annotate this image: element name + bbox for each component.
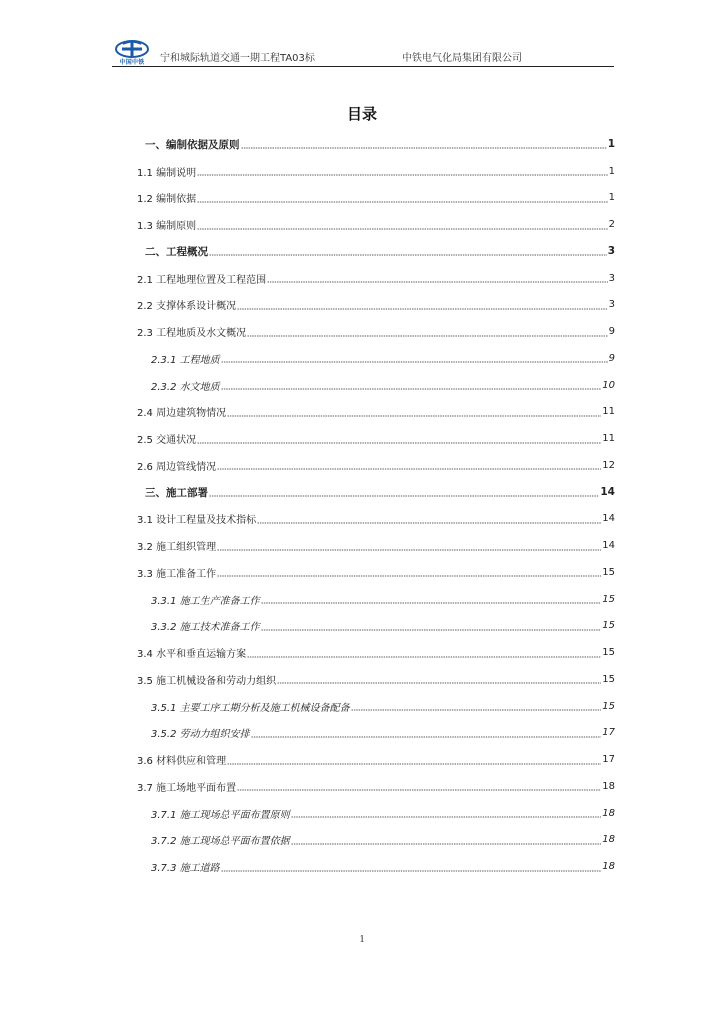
toc-dot-leader — [291, 835, 602, 845]
toc-entry[interactable] — [137, 131, 615, 158]
page-number: 1 — [359, 934, 365, 945]
toc-entry-page: 14 — [602, 513, 615, 525]
toc-dot-leader — [227, 407, 601, 417]
toc-dot-leader — [251, 728, 602, 738]
toc-entry-page: 3 — [607, 245, 615, 258]
toc-entry-page: 9 — [608, 326, 615, 338]
toc-dot-leader — [257, 514, 601, 524]
toc-dot-leader — [237, 300, 608, 310]
toc-entry[interactable] — [137, 853, 615, 880]
toc-entry[interactable] — [137, 559, 615, 586]
crec-logo-icon — [114, 40, 150, 58]
toc-entry[interactable] — [137, 265, 615, 292]
toc-entry-label: 3.7.3 施工道路 — [151, 863, 220, 875]
toc-entry[interactable] — [137, 238, 615, 265]
toc-dot-leader — [209, 246, 607, 256]
toc-entry[interactable] — [137, 372, 615, 399]
toc-entry-label: 3.1 设计工程量及技术指标 — [137, 515, 257, 527]
logo-text: 中国中铁 — [119, 59, 145, 66]
toc-entry-page: 15 — [602, 673, 615, 685]
toc-entry-page: 15 — [602, 647, 615, 659]
toc-entry[interactable] — [137, 345, 615, 372]
toc-entry-label: 3.5.1 主要工序工期分析及施工机械设备配备 — [151, 702, 350, 714]
toc-dot-leader — [217, 541, 601, 551]
page-title: 目录 — [346, 105, 377, 123]
toc-entry-label: 3.7.2 施工现场总平面布置依据 — [151, 836, 290, 848]
toc-dot-leader — [221, 380, 602, 390]
toc-dot-leader — [217, 567, 601, 577]
toc-entry[interactable] — [137, 586, 615, 613]
toc-entry[interactable] — [137, 613, 615, 640]
toc-entry-page: 18 — [602, 780, 615, 792]
toc-entry-page: 1 — [608, 165, 615, 177]
toc-entry[interactable] — [137, 746, 615, 773]
toc-entry-page: 10 — [602, 379, 615, 391]
toc-entry[interactable] — [137, 666, 615, 693]
toc-entry[interactable] — [137, 532, 615, 559]
toc-entry-page: 15 — [602, 593, 615, 605]
toc-entry[interactable] — [137, 827, 615, 854]
header-project-name: 宁和城际轨道交通一期工程TA03标 — [160, 53, 315, 64]
toc-entry-page: 15 — [602, 700, 615, 712]
toc-dot-leader — [247, 648, 601, 658]
toc-entry-page: 12 — [602, 459, 615, 471]
toc-entry-label: 3.2 施工组织管理 — [137, 542, 217, 554]
toc-entry[interactable] — [137, 452, 615, 479]
toc-dot-leader — [217, 460, 601, 470]
toc-dot-leader — [351, 701, 602, 711]
toc-dot-leader — [291, 808, 602, 818]
toc-dot-leader — [261, 594, 602, 604]
toc-entry[interactable] — [137, 158, 615, 185]
toc-dot-leader — [227, 755, 601, 765]
toc-entry-page: 1 — [607, 138, 615, 151]
toc-dot-leader — [267, 273, 608, 283]
toc-entry-page: 15 — [602, 566, 615, 578]
toc-entry-page: 15 — [602, 620, 615, 632]
table-of-contents — [137, 131, 615, 880]
toc-dot-leader — [197, 166, 608, 176]
toc-entry-label: 1.1 编制说明 — [137, 167, 197, 179]
toc-entry-label: 3.3.2 施工技术准备工作 — [151, 622, 260, 634]
toc-entry-label: 2.3 工程地质及水文概况 — [137, 328, 247, 340]
toc-entry[interactable] — [137, 399, 615, 426]
toc-entry[interactable] — [137, 800, 615, 827]
toc-entry[interactable] — [137, 639, 615, 666]
toc-entry-page: 11 — [602, 433, 615, 445]
toc-entry-label: 2.1 工程地理位置及工程范围 — [137, 274, 267, 286]
toc-entry-page: 14 — [600, 486, 615, 499]
toc-entry[interactable] — [137, 693, 615, 720]
toc-entry-label: 一、编制依据及原则 — [145, 138, 240, 151]
toc-entry-label: 3.5 施工机械设备和劳动力组织 — [137, 675, 277, 687]
toc-entry-page: 9 — [608, 352, 615, 364]
toc-entry[interactable] — [137, 720, 615, 747]
toc-entry[interactable] — [137, 185, 615, 212]
toc-entry[interactable] — [137, 292, 615, 319]
toc-entry-label: 2.2 支撑体系设计概况 — [137, 301, 237, 313]
toc-entry-label: 3.6 材料供应和管理 — [137, 756, 227, 768]
toc-entry-page: 1 — [608, 192, 615, 204]
toc-dot-leader — [221, 862, 602, 872]
toc-entry-page: 14 — [602, 540, 615, 552]
header-company-name: 中铁电气化局集团有限公司 — [402, 53, 522, 64]
toc-dot-leader — [197, 193, 608, 203]
toc-dot-leader — [261, 621, 602, 631]
toc-entry-label: 2.3.1 工程地质 — [151, 354, 220, 366]
toc-dot-leader — [197, 220, 608, 230]
toc-entry-page: 18 — [602, 861, 615, 873]
toc-entry-label: 2.4 周边建筑物情况 — [137, 408, 227, 420]
toc-entry-label: 3.3 施工准备工作 — [137, 568, 217, 580]
toc-entry-label: 三、施工部署 — [145, 486, 208, 499]
page-header — [112, 44, 614, 67]
toc-entry-label: 3.3.1 施工生产准备工作 — [151, 595, 260, 607]
toc-dot-leader — [241, 139, 607, 149]
toc-entry-page: 17 — [602, 727, 615, 739]
toc-entry[interactable] — [137, 425, 615, 452]
toc-entry-label: 1.3 编制原则 — [137, 221, 197, 233]
toc-entry[interactable] — [137, 211, 615, 238]
toc-dot-leader — [209, 487, 599, 497]
toc-entry-page: 18 — [602, 834, 615, 846]
toc-entry-label: 3.7.1 施工现场总平面布置原则 — [151, 809, 290, 821]
toc-entry-label: 3.5.2 劳动力组织安排 — [151, 729, 250, 741]
toc-entry-page: 11 — [602, 406, 615, 418]
toc-dot-leader — [221, 353, 608, 363]
toc-dot-leader — [237, 781, 601, 791]
toc-entry-label: 2.6 周边管线情况 — [137, 461, 217, 473]
toc-entry-page: 3 — [608, 272, 615, 284]
toc-entry-page: 18 — [602, 807, 615, 819]
toc-entry-page: 17 — [602, 754, 615, 766]
toc-entry[interactable] — [137, 479, 615, 506]
toc-entry-label: 3.7 施工场地平面布置 — [137, 782, 237, 794]
toc-entry[interactable] — [137, 318, 615, 345]
toc-entry-label: 1.2 编制依据 — [137, 194, 197, 206]
company-logo — [112, 40, 152, 66]
toc-entry-page: 3 — [608, 299, 615, 311]
toc-entry-label: 2.3.2 水文地质 — [151, 381, 220, 393]
toc-entry-label: 3.4 水平和垂直运输方案 — [137, 649, 247, 661]
toc-dot-leader — [247, 327, 608, 337]
toc-entry-page: 2 — [608, 219, 615, 231]
toc-entry-label: 二、工程概况 — [145, 245, 208, 258]
toc-entry-label: 2.5 交通状况 — [137, 435, 197, 447]
toc-dot-leader — [277, 674, 601, 684]
toc-dot-leader — [197, 434, 601, 444]
toc-entry[interactable] — [137, 506, 615, 533]
toc-entry[interactable] — [137, 773, 615, 800]
